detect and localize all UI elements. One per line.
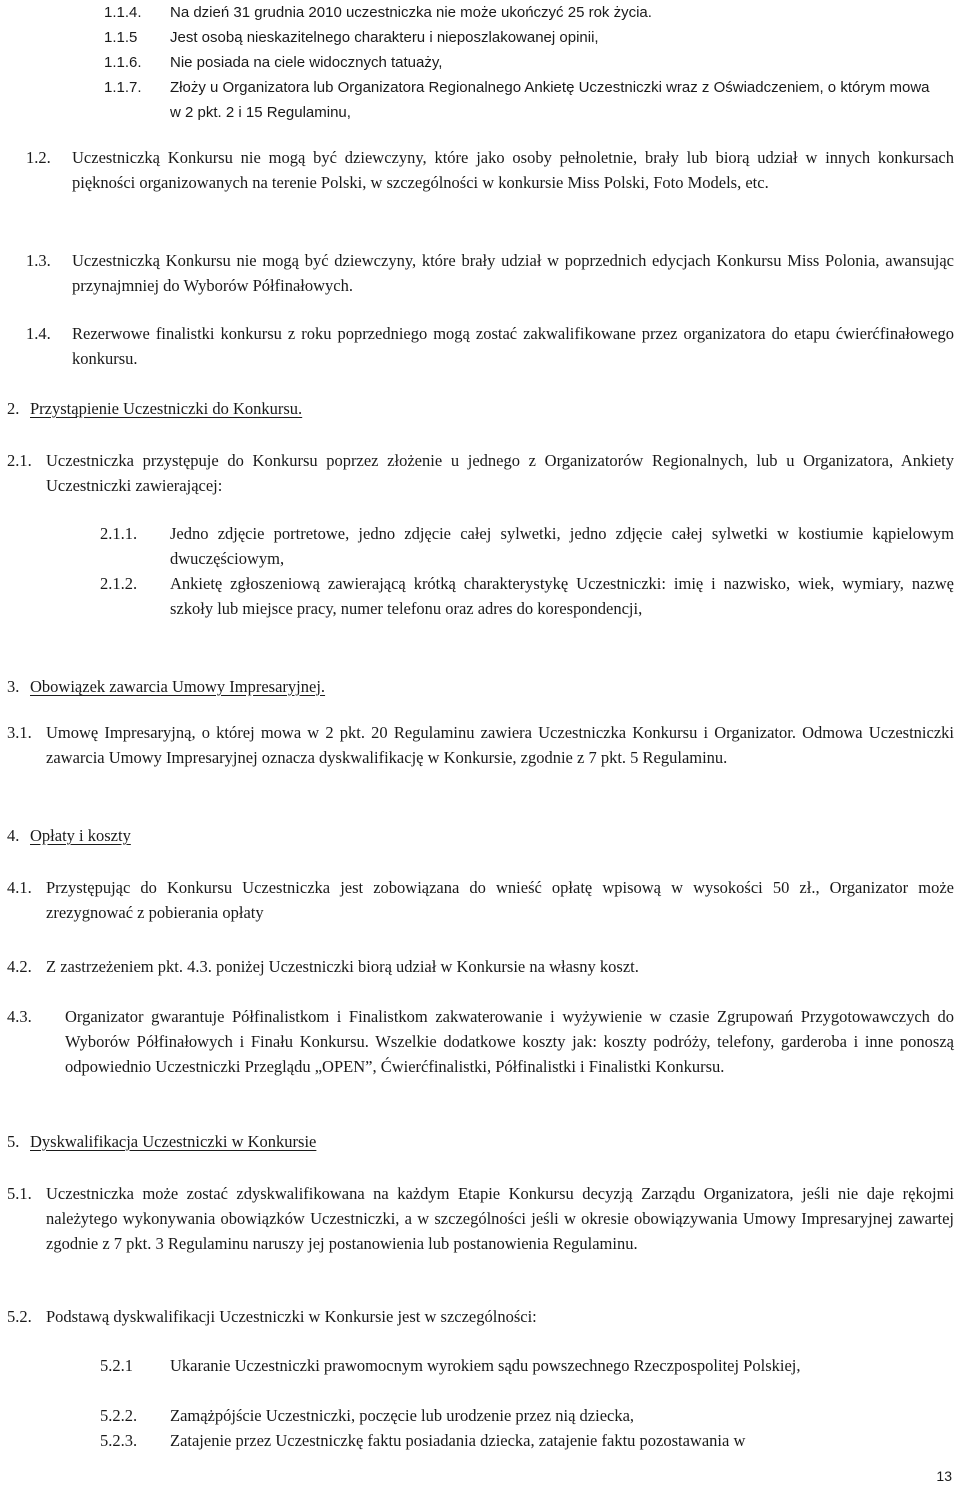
list-item-3-1 [7, 720, 954, 770]
item-number: 5.1. [7, 1184, 32, 1203]
item-text: Uczestniczka może zostać zdyskwalifikowana na każdym Etapie Konkursu decyzją Zarządu Organizatora, jeśli nie daje rękojmi należytego wykonywania obowiązków Uczestniczki, a w szczególności jeśli w okresie obowiązywania Umowy Impresaryjnej zawartej zgodnie z 7 pkt. 3 Regulaminu naruszy jej postanowienia lub postanowienia Regulaminu. [46, 1184, 954, 1253]
section-number: 3. [7, 677, 20, 696]
section-heading-5 [7, 1129, 954, 1154]
list-item-2-1-1 [100, 521, 954, 571]
item-number: 1.3. [26, 251, 51, 270]
item-number: 2.1.1. [100, 524, 138, 543]
section-number: 2. [7, 399, 20, 418]
section-title: Opłaty i koszty [30, 826, 131, 845]
item-text: Ukaranie Uczestniczki prawomocnym wyrokiem sądu powszechnego Rzeczpospolitej Polskiej, [170, 1356, 801, 1375]
list-item-1-1-4 [104, 0, 944, 25]
section-heading-3 [7, 674, 954, 699]
section-number: 4. [7, 826, 20, 845]
item-number: 5.2.2. [100, 1406, 138, 1425]
item-number: 5.2. [7, 1307, 32, 1326]
item-text: Uczestniczką Konkursu nie mogą być dziewczyny, które jako osoby pełnoletnie, brały lub biorą udział w innych konkursach piękności organizowanych na terenie Polski, w szczególności w konkursie Miss Polski, Foto Models, etc. [72, 148, 954, 192]
item-text: Ankietę zgłoszeniową zawierającą krótką charakterystykę Uczestniczki: imię i nazwisko, wiek, wymiary, nazwę szkoły lub miejsce pracy, numer telefonu oraz adres do korespondencji, [170, 574, 954, 618]
item-number: 1.1.6. [104, 54, 142, 71]
section-title: Obowiązek zawarcia Umowy Impresaryjnej. [30, 677, 326, 696]
item-number: 4.1. [7, 878, 32, 897]
section-heading-4 [7, 823, 954, 848]
item-number: 5.2.3. [100, 1431, 138, 1450]
list-item-1-4 [26, 321, 954, 371]
section-heading-2 [7, 396, 954, 421]
item-number: 3.1. [7, 723, 32, 742]
list-item-4-3 [7, 1004, 954, 1079]
item-text: Umowę Impresaryjną, o której mowa w 2 pkt. 20 Regulaminu zawiera Uczestniczka Konkursu i Organizator. Odmowa Uczestniczki zawarcia Umowy Impresaryjnej oznacza dyskwalifikację w Konkursie, zgodnie z 7 pkt. 5 Regulaminu. [46, 723, 954, 767]
list-item-2-1-2 [100, 571, 954, 621]
item-text: Złoży u Organizatora lub Organizatora Regionalnego Ankietę Uczestniczki wraz z Oświadczeniem, o którym mowa w 2 pkt. 2 i 15 Regulaminu, [170, 79, 930, 121]
item-text: Organizator gwarantuje Półfinalistkom i Finalistkom zakwaterowanie i wyżywienie w czasie Zgrupowań Przygotowawczych do Wyborów Półfinałowych i Finału Konkursu. Wszelkie dodatkowe koszty jak: koszty podróży, telefony, garderoba i inne ponoszą odpowiednio Uczestniczki Przeglądu „OPEN”, Ćwierćfinalistki, Półfinalistki i Finalistki Konkursu. [65, 1007, 954, 1076]
list-item-4-1 [7, 875, 954, 925]
item-number: 1.1.4. [104, 4, 142, 21]
list-item-1-1-6 [104, 50, 944, 75]
section-title: Przystąpienie Uczestniczki do Konkursu. [30, 399, 303, 418]
list-item-5-2-3 [100, 1428, 954, 1453]
item-text: Uczestniczka przystępuje do Konkursu poprzez złożenie u jednego z Organizatorów Regionalnych, lub u Organizatora, Ankiety Uczestniczki zawierającej: [46, 451, 954, 495]
item-number: 2.1. [7, 451, 32, 470]
list-item-5-2-2 [100, 1403, 954, 1428]
item-text: Jest osobą nieskazitelnego charakteru i nieposzlakowanej opinii, [170, 29, 599, 46]
item-number: 4.2. [7, 957, 32, 976]
list-item-1-1-5 [104, 25, 944, 50]
item-text: Uczestniczką Konkursu nie mogą być dziewczyny, które brały udział w poprzednich edycjach Konkursu Miss Polonia, awansując przynajmniej do Wyborów Półfinałowych. [72, 251, 954, 295]
list-item-1-3 [26, 248, 954, 298]
list-item-5-1 [7, 1181, 954, 1256]
section-number: 5. [7, 1132, 20, 1151]
item-number: 1.2. [26, 148, 51, 167]
item-text: Przystępując do Konkursu Uczestniczka jest zobowiązana do wnieść opłatę wpisową w wysokości 50 zł., Organizator może zrezygnować z pobierania opłaty [46, 878, 954, 922]
item-number: 2.1.2. [100, 574, 138, 593]
section-title: Dyskwalifikacja Uczestniczki w Konkursie [30, 1132, 317, 1151]
item-number: 4.3. [7, 1007, 32, 1026]
page-number: 13 [936, 1468, 952, 1484]
list-item-1-2 [26, 145, 954, 195]
item-number: 1.1.7. [104, 79, 142, 96]
item-text: Zatajenie przez Uczestniczkę faktu posiadania dziecka, zatajenie faktu pozostawania w [170, 1431, 746, 1450]
list-item-1-1-7 [104, 75, 944, 125]
list-item-4-2 [7, 954, 954, 979]
item-text: Jedno zdjęcie portretowe, jedno zdjęcie całej sylwetki, jedno zdjęcie całej sylwetki w kostiumie kąpielowym dwuczęściowym, [170, 524, 954, 568]
item-text: Na dzień 31 grudnia 2010 uczestniczka nie może ukończyć 25 rok życia. [170, 4, 652, 21]
item-text: Nie posiada na ciele widocznych tatuaży, [170, 54, 443, 71]
item-text: Z zastrzeżeniem pkt. 4.3. poniżej Uczestniczki biorą udział w Konkursie na własny koszt. [46, 957, 639, 976]
item-number: 1.4. [26, 324, 51, 343]
list-item-2-1 [7, 448, 954, 498]
item-text: Rezerwowe finalistki konkursu z roku poprzedniego mogą zostać zakwalifikowane przez organizatora do etapu ćwierćfinałowego konkursu. [72, 324, 954, 368]
list-item-5-2-1 [100, 1353, 954, 1378]
item-text: Zamążpójście Uczestniczki, poczęcie lub urodzenie przez nią dziecka, [170, 1406, 635, 1425]
item-text: Podstawą dyskwalifikacji Uczestniczki w Konkursie jest w szczególności: [46, 1307, 537, 1326]
item-number: 5.2.1 [100, 1356, 133, 1375]
item-number: 1.1.5 [104, 29, 138, 46]
list-item-5-2 [7, 1304, 954, 1329]
